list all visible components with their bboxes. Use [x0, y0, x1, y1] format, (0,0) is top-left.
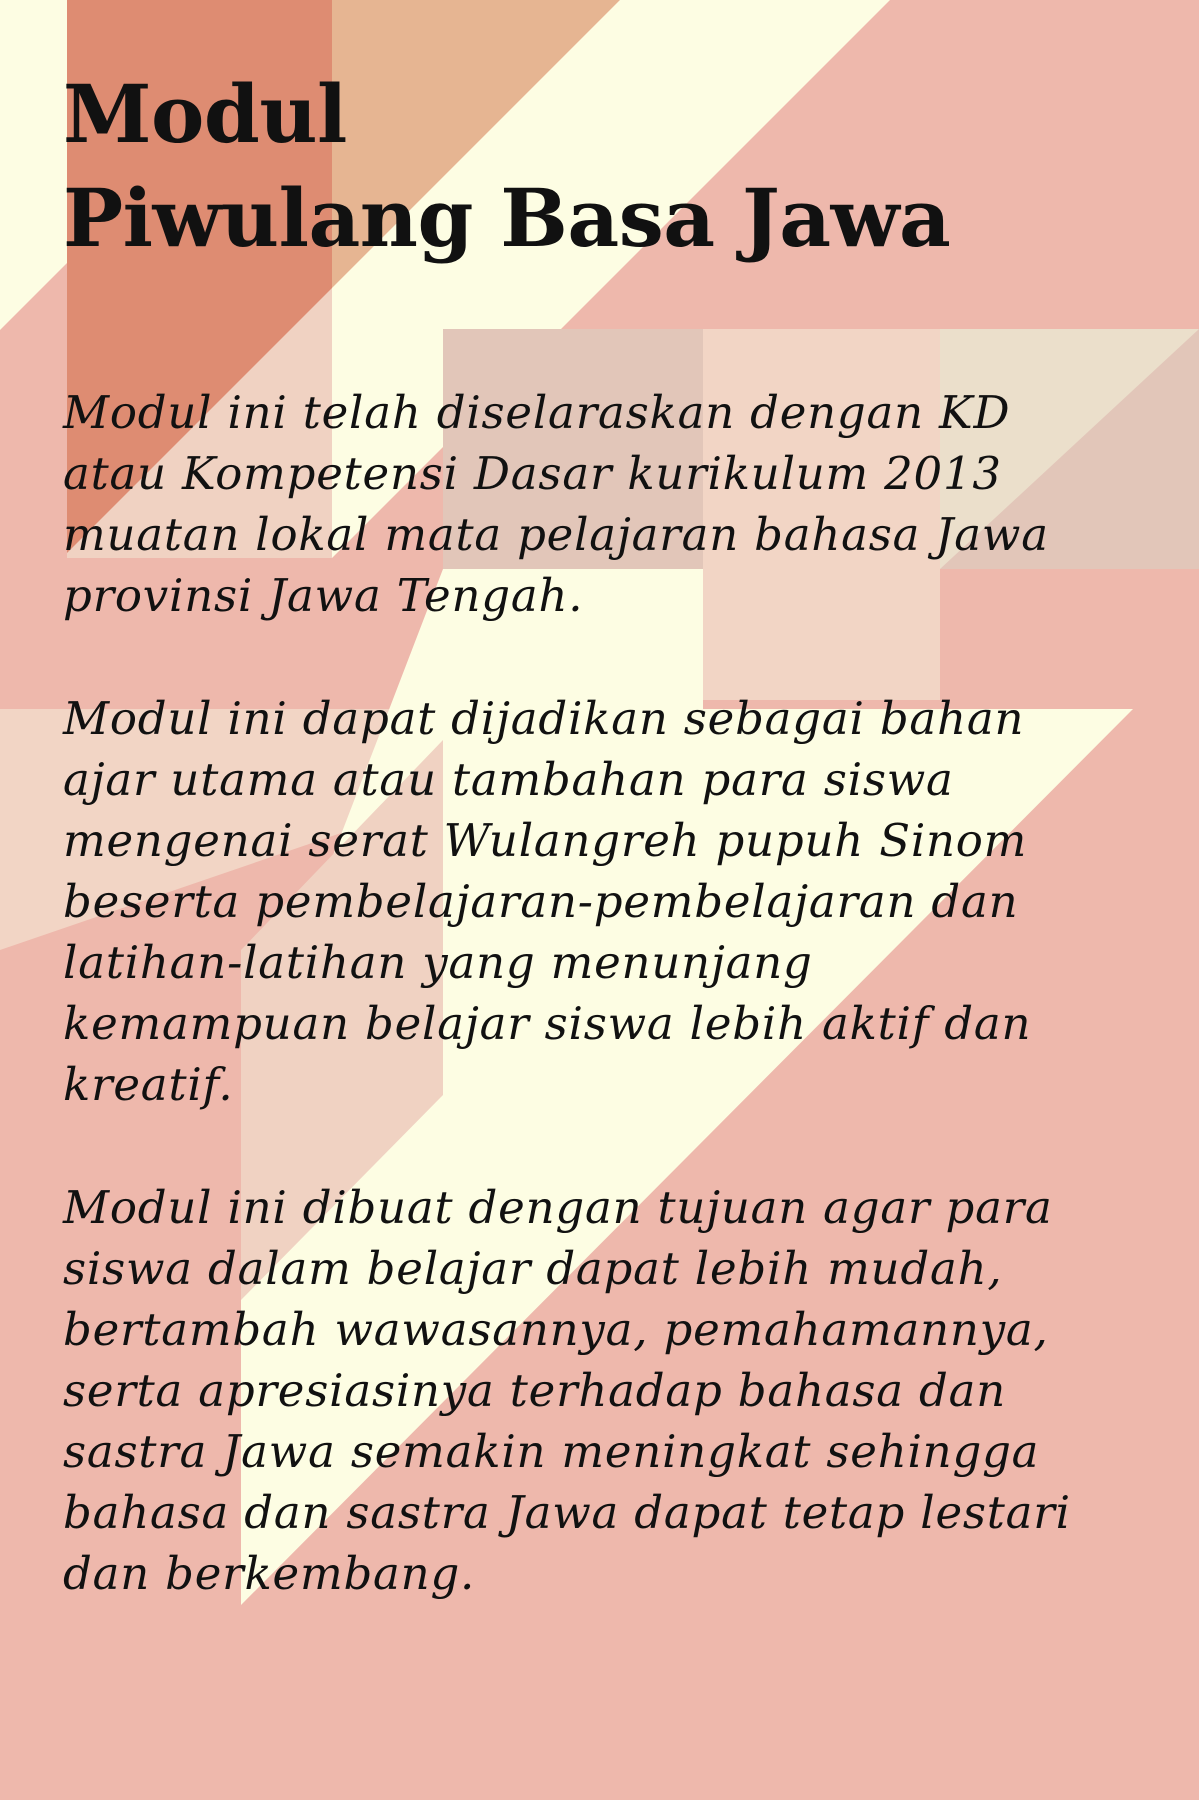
text-line: latihan-latihan yang menunjang: [63, 936, 813, 989]
text-line: serta apresiasinya terhadap bahasa dan: [63, 1364, 1007, 1417]
text-line: dan berkembang.: [63, 1547, 476, 1600]
text-line: muatan lokal mata pelajaran bahasa Jawa: [63, 508, 1049, 561]
paragraph-1: [63, 382, 1143, 626]
text-line: Modul ini dibuat dengan tujuan agar para: [63, 1181, 1053, 1234]
text-line: bertambah wawasannya, pemahamannya,: [63, 1303, 1049, 1356]
paragraph-3: [63, 1177, 1143, 1604]
text-line: kemampuan belajar siswa lebih aktif dan: [63, 997, 1032, 1050]
text-line: Modul ini telah diselaraskan dengan KD: [63, 386, 1011, 439]
page-title: [63, 62, 1143, 270]
text-line: provinsi Jawa Tengah.: [63, 569, 584, 622]
text-line: bahasa dan sastra Jawa dapat tetap lestari: [63, 1486, 1071, 1539]
title-line: Modul: [63, 67, 347, 161]
title-line: Piwulang Basa Jawa: [63, 171, 951, 265]
text-line: beserta pembelajaran-pembelajaran dan: [63, 875, 1019, 928]
body-text: [63, 382, 1143, 1604]
bg-shape-cream-corner: [0, 0, 67, 330]
text-line: siswa dalam belajar dapat lebih mudah,: [63, 1242, 1003, 1295]
text-line: atau Kompetensi Dasar kurikulum 2013: [63, 447, 1002, 500]
text-line: kreatif.: [63, 1058, 234, 1111]
page-content: [63, 62, 1143, 1666]
text-line: sastra Jawa semakin meningkat sehingga: [63, 1425, 1040, 1478]
text-line: Modul ini dapat dijadikan sebagai bahan: [63, 692, 1025, 745]
text-line: ajar utama atau tambahan para siswa: [63, 753, 954, 806]
paragraph-2: [63, 688, 1143, 1115]
text-line: mengenai serat Wulangreh pupuh Sinom: [63, 814, 1028, 867]
